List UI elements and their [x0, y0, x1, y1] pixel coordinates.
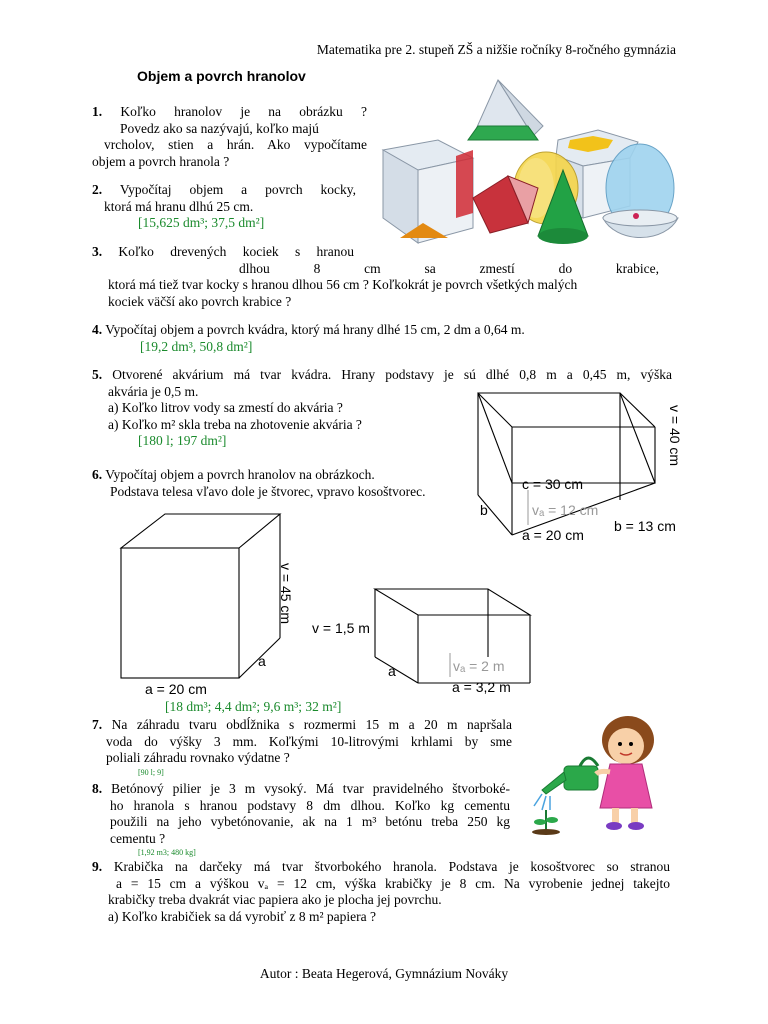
- flat-prism-figure: [310, 585, 535, 695]
- problem-text: akvária je 0,5 m.: [108, 383, 199, 399]
- problem-text: Otvorené akvárium má tvar kvádra. Hrany podstavy je sú dlhé 0,8 m a 0,45 m, výška: [112, 367, 672, 382]
- problem-number: 4.: [92, 322, 103, 337]
- problem-text: ktorá má tiež tvar kocky s hranou dlhou 56 cm ? Koľkokrát je povrch všetkých malých: [108, 277, 578, 292]
- problem-text: Podstava telesa vľavo dole je štvorec, vpravo kosoštvorec.: [110, 483, 426, 499]
- answer: [180 l; 197 dm²]: [138, 433, 227, 448]
- problem-text: krabičky treba dvakrát viac papiera ako je plocha jej povrchu.: [108, 892, 442, 907]
- edge-c-label: c = 30 cm: [522, 476, 584, 492]
- edge-b-label: b: [480, 502, 488, 518]
- height-label: v = 1,5 m: [312, 620, 370, 636]
- problem-3: [92, 244, 672, 310]
- edge-b-length-label: b = 13 cm: [614, 518, 676, 534]
- problem-number: 1.: [92, 104, 103, 119]
- problem-number: 7.: [92, 717, 103, 732]
- problem-text: vrcholov, stien a hrán. Ako vypočítame: [104, 137, 367, 152]
- problem-text: Krabička na darčeky má tvar štvorbokého hranola. Podstava je kosoštvorec so stranou: [113, 859, 670, 874]
- height-label: v = 40 cm: [667, 405, 683, 467]
- problem-text: Vypočítaj objem a povrch kocky,: [119, 182, 356, 197]
- problem-6: [92, 467, 492, 500]
- square-prism-figure: [115, 508, 305, 698]
- problem-text: ktorá má hranu dlhú 25 cm.: [104, 198, 254, 214]
- answer: [15,625 dm³; 37,5 dm²]: [138, 215, 265, 230]
- girl-watering-illustration: [528, 710, 668, 835]
- problem-text: Koľko hranolov je na obrázku ?: [120, 104, 368, 119]
- problem-text: voda do výšky 3 mm. Koľkými 10-litrovými krhlami by sme: [106, 733, 512, 749]
- problem-text: Na záhradu tvaru obdĺžnika s rozmermi 15 m a 20 m napršala: [111, 717, 513, 732]
- problem-9: [92, 859, 670, 925]
- geometric-solids-illustration: [378, 78, 680, 250]
- problem-text: poliali záhradu rovnako výdatne ?: [106, 750, 290, 765]
- problem-text: a) Koľko krabičiek sa dá vyrobiť z 8 m² papiera ?: [108, 908, 376, 924]
- page-header: Matematika pre 2. stupeň ZŠ a nižšie ročníky 8-ročného gymnázia: [316, 42, 676, 57]
- page-title: Objem a povrch hranolov: [137, 68, 306, 84]
- answer: [90 l; 9]: [138, 767, 164, 777]
- problem-text: Vypočítaj objem a povrch hranolov na obrázkoch.: [105, 467, 375, 482]
- height-label: v = 45 cm: [278, 563, 294, 625]
- problem-2: [92, 182, 356, 232]
- problem-number: 9.: [92, 859, 103, 874]
- edge-a-length-label: a = 20 cm: [145, 681, 207, 697]
- edge-a-label: a = 20 cm: [522, 527, 584, 543]
- problem-text: Betónový pilier je 3 m vysoký. Má tvar pravidelného štvorboké-: [111, 781, 510, 796]
- problem-number: 2.: [92, 182, 103, 197]
- edge-a-label: a: [258, 653, 266, 669]
- problem-text: ho hranola s hranou podstavy 8 dm dlhou. Koľko kg cementu: [110, 797, 510, 813]
- problem-text: Koľko drevených kociek s hranou: [118, 244, 355, 259]
- problem-text: dlhou 8 cm sa zmestí do krabice,: [239, 260, 659, 276]
- problem-7: [92, 717, 512, 779]
- problem-number: 6.: [92, 467, 103, 482]
- problem-text: kociek väčší ako povrch krabice ?: [108, 293, 292, 309]
- base-height-label: vₐ = 12 cm: [532, 502, 599, 518]
- problem-text: Vypočítaj objem a povrch kvádra, ktorý má hrany dlhé 15 cm, 2 dm a 0,64 m.: [105, 322, 525, 337]
- page-footer: Autor : Beata Hegerová, Gymnázium Nováky: [259, 966, 509, 981]
- problem-number: 5.: [92, 367, 103, 382]
- problem-4: [92, 322, 672, 355]
- problem-text: a = 15 cm a výškou vₐ = 12 cm, výška krabičky je 8 cm. Na vyrobenie jednej takejto: [116, 875, 670, 891]
- problem-text: a) Koľko litrov vody sa zmestí do akvária ?: [108, 400, 343, 415]
- answer: [18 dm³; 4,4 dm²; 9,6 m³; 32 m²]: [165, 699, 342, 714]
- problem-text: cementu ?: [110, 830, 166, 846]
- problem-text: Povedz ako sa nazývajú, koľko majú: [120, 120, 319, 136]
- rhombus-prism-figure: [470, 385, 685, 545]
- problem-text: použili na jeho vybetónovanie, ak na 1 m³ betónu treba 250 kg: [110, 814, 510, 829]
- problem-number: 8.: [92, 781, 103, 796]
- problem-text: objem a povrch hranola ?: [92, 153, 230, 169]
- edge-a-length-label: a = 3,2 m: [452, 679, 511, 695]
- answer: [19,2 dm³, 50,8 dm²]: [140, 338, 253, 354]
- problem-number: 3.: [92, 244, 103, 259]
- answer: [1,92 m3; 480 kg]: [138, 848, 196, 857]
- problem-1: [92, 104, 367, 170]
- problem-8: [92, 781, 510, 859]
- edge-a-label: a: [388, 663, 396, 679]
- base-height-label: vₐ = 2 m: [453, 658, 505, 674]
- problem-text: a) Koľko m² skla treba na zhotovenie akvária ?: [108, 416, 362, 432]
